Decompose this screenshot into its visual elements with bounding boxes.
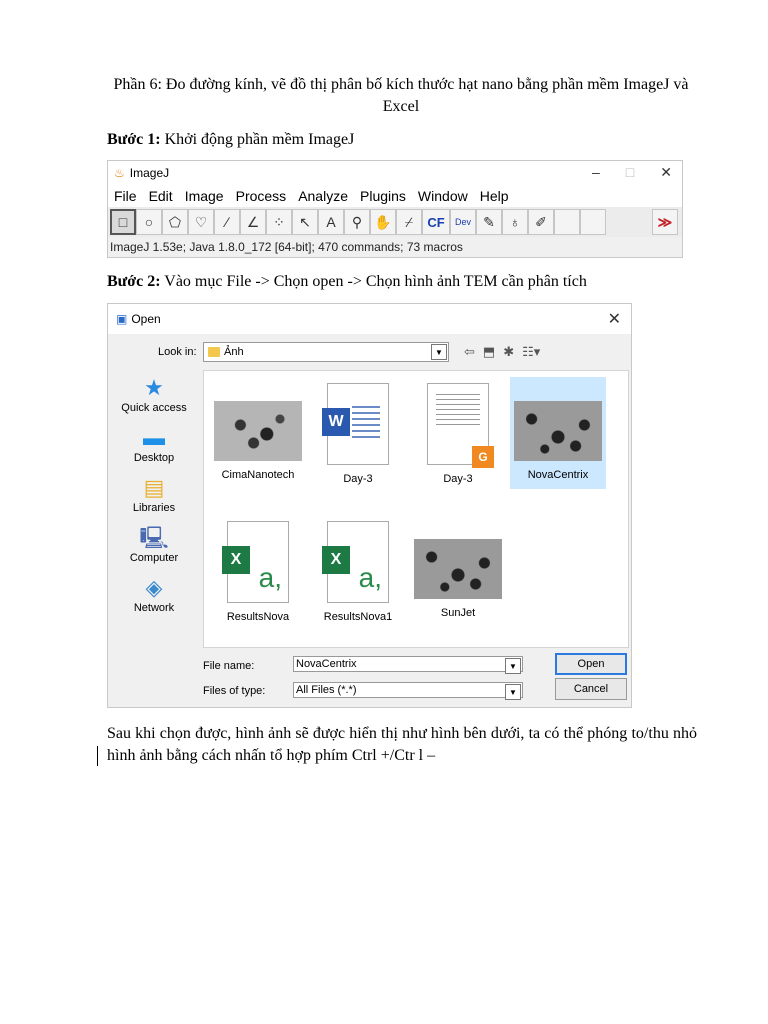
computer-icon: 🖳 <box>139 525 169 550</box>
file-name-input[interactable] <box>293 656 523 672</box>
file-browser <box>203 370 629 648</box>
image-thumbnail <box>414 539 502 599</box>
step-1-text: Khởi động phần mềm ImageJ <box>160 131 355 148</box>
look-in-label: Look in: <box>158 346 197 358</box>
place-label: Computer <box>129 552 179 564</box>
report-document-icon: G <box>427 383 489 465</box>
up-folder-icon[interactable]: ⬒ <box>482 344 496 359</box>
place-libraries[interactable] <box>118 474 190 514</box>
angle-tool-icon[interactable]: ∠ <box>240 209 266 235</box>
word-icon: W <box>322 408 350 436</box>
wand-tool-icon[interactable]: ↖ <box>292 209 318 235</box>
cancel-button[interactable]: Cancel <box>555 678 627 700</box>
place-computer[interactable] <box>118 524 190 564</box>
step-1-label: Bước 1: <box>107 131 161 148</box>
place-desktop[interactable] <box>118 424 190 464</box>
imagej-window <box>107 160 683 258</box>
point-tool-icon[interactable]: ⁘ <box>266 209 292 235</box>
microscope-icon: ♨ <box>114 166 125 180</box>
cf-tool-icon[interactable]: CF <box>422 209 450 235</box>
menu-plugins[interactable]: Plugins <box>360 188 406 204</box>
place-label: Libraries <box>132 502 176 514</box>
oval-tool-icon[interactable]: ○ <box>136 209 162 235</box>
excel-icon: X <box>322 546 350 574</box>
minimize-icon[interactable]: – <box>592 164 600 180</box>
step-2-label: Bước 2: <box>107 273 161 290</box>
text-cursor <box>97 746 98 766</box>
menu-image[interactable]: Image <box>184 188 224 204</box>
file-item[interactable] <box>210 377 306 489</box>
more-tools-icon[interactable]: ≫ <box>652 209 678 235</box>
place-network[interactable] <box>118 574 190 614</box>
close-icon[interactable]: ✕ <box>607 311 621 328</box>
step-2 <box>107 272 587 292</box>
place-quick-access[interactable] <box>118 374 190 414</box>
brush-tool-icon[interactable]: ✎ <box>476 209 502 235</box>
imagej-menubar <box>108 185 682 207</box>
file-name: ResultsNova1 <box>323 611 393 623</box>
file-name: Day-3 <box>343 473 373 485</box>
desktop-icon: ▬ <box>143 425 165 450</box>
network-icon: ◈ <box>145 575 163 600</box>
menu-analyze[interactable]: Analyze <box>298 188 348 204</box>
imagej-titlebar <box>108 161 682 185</box>
file-name: NovaCentrix <box>527 469 589 481</box>
magnifier-tool-icon[interactable]: ⚲ <box>344 209 370 235</box>
word-document-icon <box>327 383 389 465</box>
look-in-select[interactable] <box>203 342 449 362</box>
file-item[interactable] <box>410 515 506 627</box>
file-name: SunJet <box>440 607 476 619</box>
rectangle-tool-icon[interactable]: □ <box>110 209 136 235</box>
menu-process[interactable]: Process <box>235 188 287 204</box>
chevron-down-icon[interactable]: ▼ <box>505 684 521 700</box>
file-item[interactable] <box>210 515 306 627</box>
file-name: ResultsNova <box>226 611 290 623</box>
blank-tool-2-icon[interactable] <box>580 209 606 235</box>
image-thumbnail <box>514 401 602 461</box>
menu-window[interactable]: Window <box>417 188 468 204</box>
file-type-select[interactable] <box>293 682 523 698</box>
menu-edit[interactable]: Edit <box>148 188 173 204</box>
back-icon[interactable]: ⇦ <box>464 344 475 359</box>
places-bar <box>118 374 190 624</box>
place-label: Network <box>133 602 175 614</box>
menu-file[interactable]: File <box>114 188 137 204</box>
place-label: Desktop <box>133 452 175 464</box>
view-menu-icon[interactable]: ☷▾ <box>522 344 541 359</box>
file-name: CimaNanotech <box>221 469 295 481</box>
dev-tool-icon[interactable]: Dev <box>450 209 476 235</box>
excel-document-icon: X a, <box>327 521 389 603</box>
java-icon: ▣ <box>116 312 128 326</box>
file-item[interactable] <box>310 377 406 489</box>
imagej-toolbar <box>108 207 682 237</box>
open-dialog-title: Open <box>131 312 161 326</box>
new-folder-icon[interactable]: ✱ <box>503 344 515 359</box>
hand-tool-icon[interactable]: ✋ <box>370 209 396 235</box>
freehand-tool-icon[interactable]: ♡ <box>188 209 214 235</box>
close-icon[interactable]: ✕ <box>660 164 672 180</box>
imagej-status: ImageJ 1.53e; Java 1.8.0_172 [64-bit]; 470 commands; 73 macros <box>110 240 463 254</box>
polygon-tool-icon[interactable]: ⬠ <box>162 209 188 235</box>
step-2-text: Vào mục File -> Chọn open -> Chọn hình ảnh TEM cần phân tích <box>160 273 587 290</box>
image-thumbnail <box>214 401 302 461</box>
line-tool-icon[interactable]: ∕ <box>214 209 240 235</box>
blank-tool-icon[interactable] <box>554 209 580 235</box>
nav-icons <box>464 344 540 360</box>
file-type-value: All Files (*.*) <box>296 684 357 696</box>
imagej-title: ImageJ <box>129 166 170 180</box>
file-item[interactable] <box>310 515 406 627</box>
file-name: Day-3 <box>443 473 473 485</box>
chevron-down-icon[interactable]: ▼ <box>431 344 447 360</box>
section-title: Phần 6: Đo đường kính, vẽ đồ thị phân bố kích thước hạt nano bằng phần mềm ImageJ và Excel <box>113 76 689 115</box>
excel-document-icon: X a, <box>227 521 289 603</box>
open-dialog <box>107 303 632 708</box>
step-1 <box>107 130 354 150</box>
text-tool-icon[interactable]: A <box>318 209 344 235</box>
open-button[interactable]: Open <box>555 653 627 675</box>
menu-help[interactable]: Help <box>479 188 509 204</box>
open-dialog-titlebar <box>108 304 631 334</box>
pencil-tool-icon[interactable]: ✐ <box>528 209 554 235</box>
file-type-label: Files of type: <box>203 685 266 697</box>
libraries-icon: ▤ <box>143 475 165 500</box>
quick-access-icon: ★ <box>144 375 164 400</box>
file-item[interactable] <box>510 377 606 489</box>
flood-tool-icon[interactable]: ♁ <box>502 209 528 235</box>
place-label: Quick access <box>121 402 187 414</box>
file-name-label: File name: <box>203 660 255 672</box>
dropper-tool-icon[interactable]: ⌿ <box>396 209 422 235</box>
file-name-value: NovaCentrix <box>296 658 357 670</box>
folder-icon <box>208 347 220 357</box>
excel-icon: X <box>222 546 250 574</box>
chevron-down-icon[interactable]: ▼ <box>505 658 521 674</box>
body-paragraph: Sau khi chọn được, hình ảnh sẽ được hiển thị như hình bên dưới, ta có thể phóng to/thu nhỏ hình ảnh bằng cách nhấn tổ hợp phím Ctrl +/Ctr l – <box>107 725 697 764</box>
file-item[interactable] <box>410 377 506 489</box>
look-in-value: Ảnh <box>224 346 244 358</box>
maximize-icon[interactable]: □ <box>625 164 635 180</box>
